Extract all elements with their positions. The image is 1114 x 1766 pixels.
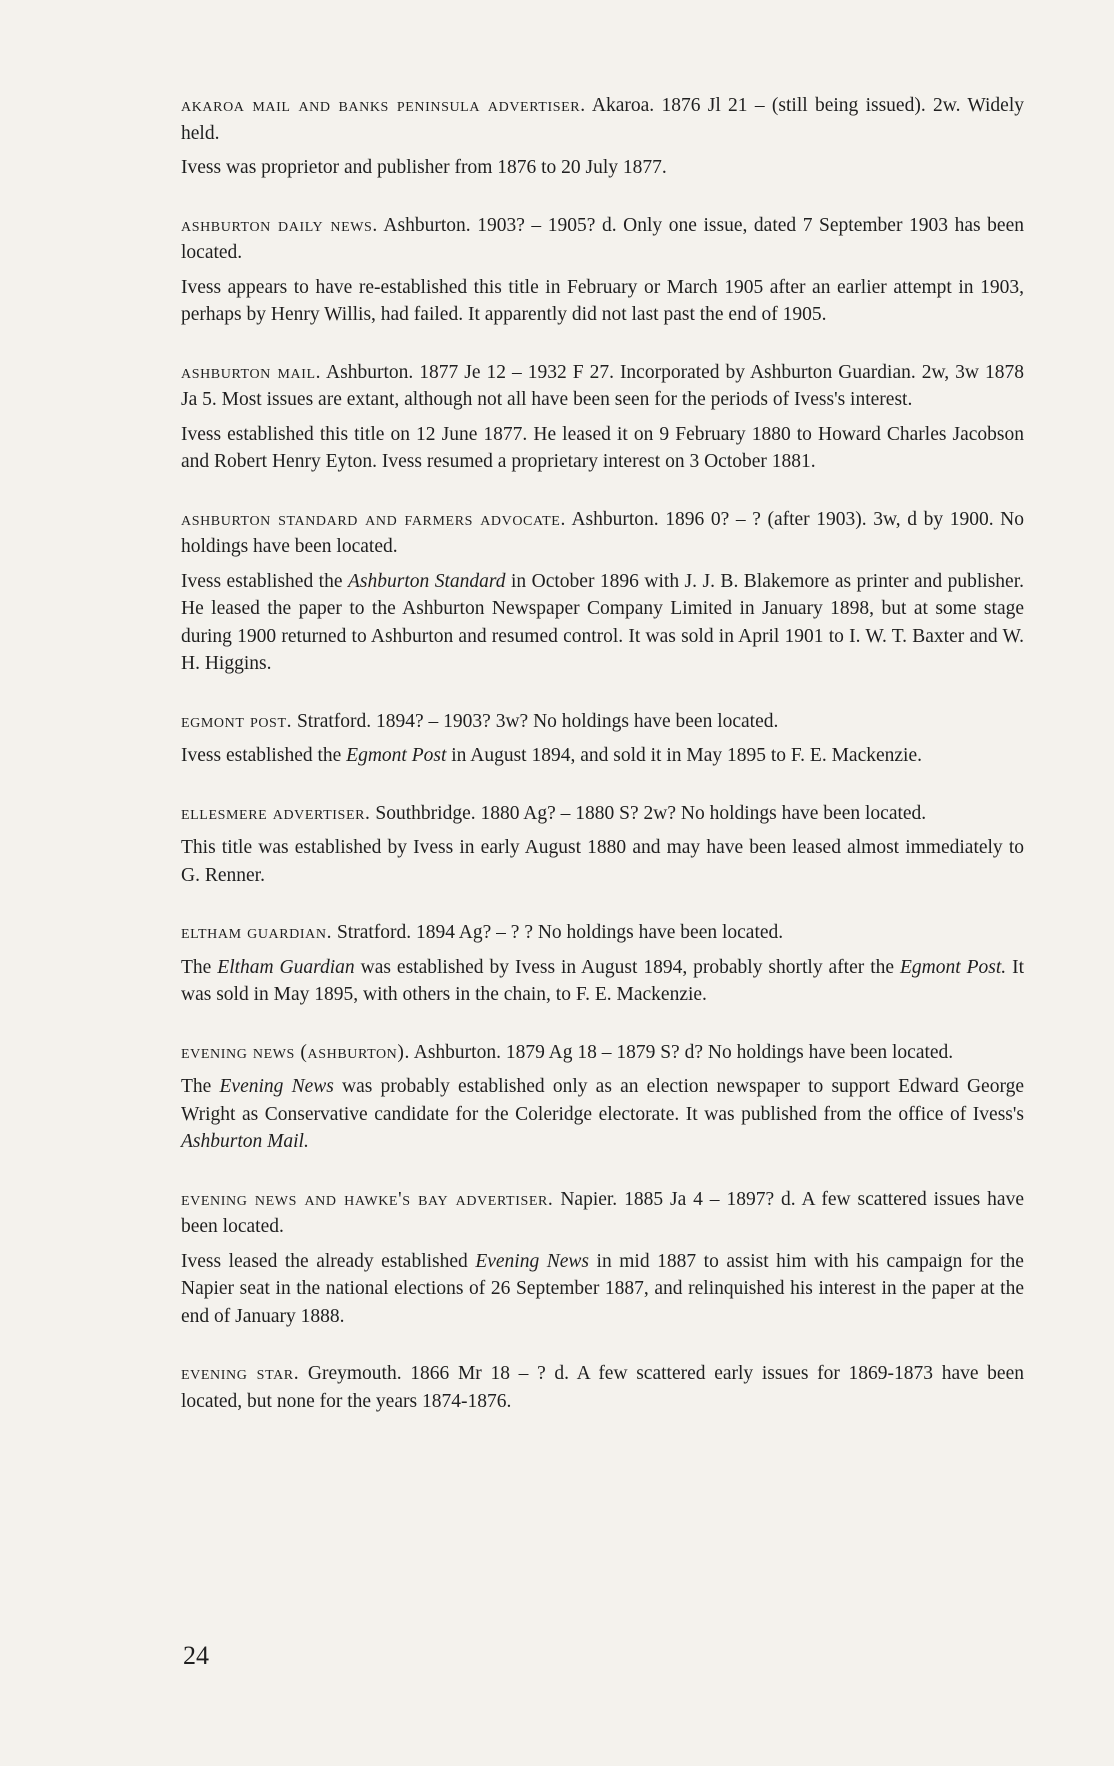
entry-details: Greymouth. 1866 Mr 18 – ? d. A few scattered early issues for 1869-1873 have been located, but none for the years 1874-1876. xyxy=(181,1363,1024,1412)
entry-title: evening star. xyxy=(181,1363,300,1384)
entry-heading xyxy=(181,708,1024,736)
entries-list xyxy=(181,92,1024,1445)
newspaper-entry xyxy=(181,92,1024,182)
entry-title: ashburton daily news. xyxy=(181,214,378,236)
newspaper-entry xyxy=(181,1186,1024,1331)
entry-note: The Evening News was probably established only as an election newspaper to support Edward George Wright as Conservative candidate for the Coleridge electorate. It was published from the office of Ivess's Ashburton Mail. xyxy=(181,1076,1024,1152)
entry-details: Akaroa. 1876 Jl 21 – (still being issued). 2w. Widely held. xyxy=(181,95,1025,144)
entry-title: ellesmere advertiser. xyxy=(181,802,371,824)
entry-heading xyxy=(181,92,1024,147)
entry-note: Ivess was proprietor and publisher from 1876 to 20 July 1877. xyxy=(181,157,667,178)
newspaper-entry xyxy=(181,1360,1024,1415)
newspaper-entry xyxy=(181,800,1024,890)
entry-heading xyxy=(181,359,1024,414)
entry-details: Ashburton. 1877 Je 12 – 1932 F 27. Incorporated by Ashburton Guardian. 2w, 3w 1878 Ja 5. Most issues are extant, although not all have been seen for the periods of Ivess's interest. xyxy=(181,361,1024,410)
entry-note: Ivess established this title on 12 June 1877. He leased it on 9 February 1880 to Howard Charles Jacobson and Robert Henry Eyton. Ivess resumed a proprietary interest on 3 October 1881. xyxy=(181,423,1024,472)
newspaper-entry xyxy=(181,212,1024,329)
entry-title: akaroa mail and banks peninsula advertiser. xyxy=(181,95,586,116)
page-number: 24 xyxy=(183,1641,209,1670)
entry-title: eltham guardian. xyxy=(181,922,333,943)
newspaper-entry xyxy=(181,919,1024,1009)
entry-title: ashburton mail. xyxy=(181,361,322,383)
entry-note: Ivess leased the already established Evening News in mid 1887 to assist him with his campaign for the Napier seat in the national elections of 26 September 1887, and relinquished his interest in the paper at the end of January 1888. xyxy=(181,1250,1024,1327)
entry-details: Stratford. 1894? – 1903? 3w? No holdings have been located. xyxy=(292,710,779,732)
entry-details: Ashburton. 1896 0? – ? (after 1903). 3w, d by 1900. No holdings have been located. xyxy=(181,508,1025,557)
entry-details: Stratford. 1894 Ag? – ? ? No holdings have been located. xyxy=(332,922,784,943)
entry-details: Napier. 1885 Ja 4 – 1897? d. A few scattered issues have been located. xyxy=(181,1188,1024,1237)
italic-title: Eltham Guardian xyxy=(217,956,355,978)
entry-heading xyxy=(181,1360,1024,1415)
entry-details: Ashburton. 1903? – 1905? d. Only one issue, dated 7 September 1903 has been located. xyxy=(181,214,1024,263)
entry-title: egmont post. xyxy=(181,710,293,732)
newspaper-entry xyxy=(181,1039,1024,1156)
entry-heading xyxy=(181,1039,1024,1067)
entry-title: ashburton standard and farmers advocate. xyxy=(181,508,566,530)
entry-heading xyxy=(181,800,1024,828)
entry-note: Ivess established the Egmont Post in August 1894, and sold it in May 1895 to F. E. Mackenzie. xyxy=(181,745,922,766)
italic-title: Ashburton Mail. xyxy=(181,1131,309,1152)
entry-title: evening news (ashburton). xyxy=(181,1041,410,1063)
entry-note: The Eltham Guardian was established by Ivess in August 1894, probably shortly after the Egmont Post. It was sold in May 1895, with others in the chain, to F. E. Mackenzie. xyxy=(181,956,1024,1005)
newspaper-entry xyxy=(181,708,1024,770)
entry-note: Ivess established the Ashburton Standard in October 1896 with J. J. B. Blakemore as printer and publisher. He leased the paper to the Ashburton Newspaper Company Limited in January 1898, but at some stage during 1900 returned to Ashburton and resumed control. It was sold in April 1901 to I. W. T. Baxter and W. H. Higgins. xyxy=(181,570,1025,674)
entry-note: This title was established by Ivess in early August 1880 and may have been leased almost immediately to G. Renner. xyxy=(181,837,1024,886)
entry-details: Ashburton. 1879 Ag 18 – 1879 S? d? No holdings have been located. xyxy=(409,1041,954,1063)
italic-title: Egmont Post. xyxy=(899,956,1007,978)
entry-heading xyxy=(181,506,1024,561)
entry-heading xyxy=(181,212,1024,267)
entry-details: Southbridge. 1880 Ag? – 1880 S? 2w? No holdings have been located. xyxy=(370,802,927,824)
newspaper-entry xyxy=(181,506,1024,678)
italic-title: Egmont Post xyxy=(346,745,447,766)
entry-note: Ivess appears to have re-established this title in February or March 1905 after an earlier attempt in 1903, perhaps by Henry Willis, had failed. It apparently did not last past the end of 1905. xyxy=(181,276,1024,325)
entry-title: evening news and hawke's bay advertiser. xyxy=(181,1188,554,1210)
entry-heading xyxy=(181,1186,1024,1241)
entry-heading xyxy=(181,919,1024,947)
italic-title: Ashburton Standard xyxy=(347,570,506,592)
italic-title: Evening News xyxy=(219,1076,334,1097)
italic-title: Evening News xyxy=(475,1250,590,1272)
newspaper-entry xyxy=(181,359,1024,476)
